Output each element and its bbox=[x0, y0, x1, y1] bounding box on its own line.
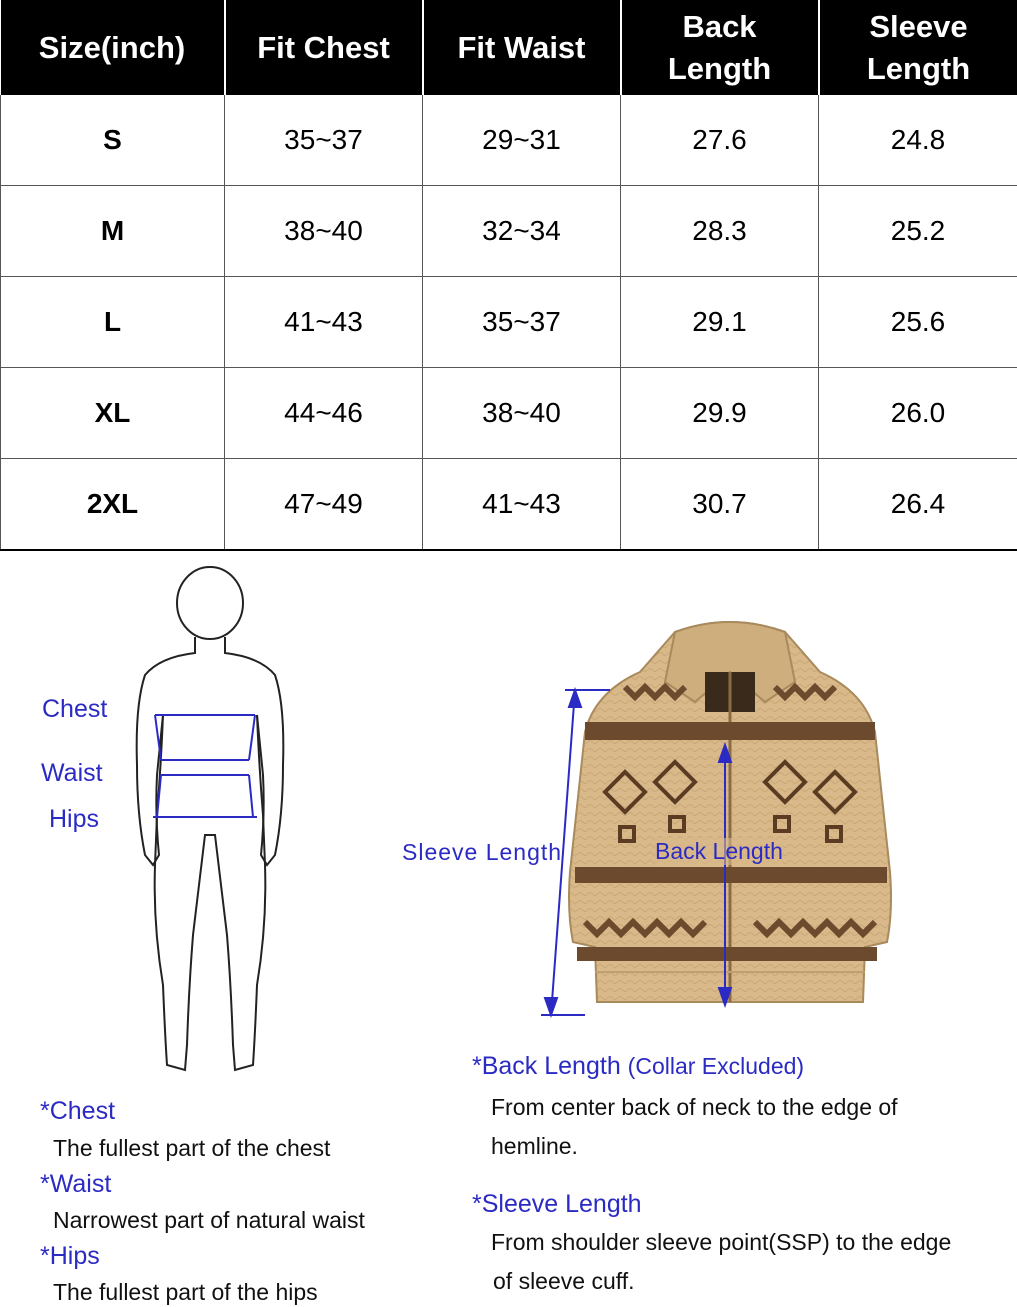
waist-cell: 41~43 bbox=[423, 459, 621, 551]
note-back-line1: From center back of neck to the edge of bbox=[491, 1094, 898, 1120]
header-fit-chest: Fit Chest bbox=[225, 0, 423, 95]
note-back-title: *Back Length (Collar Excluded) bbox=[472, 1052, 805, 1080]
chest-cell: 35~37 bbox=[225, 95, 423, 186]
note-sleeve-line1: From shoulder sleeve point(SSP) to the edge bbox=[491, 1229, 952, 1255]
waist-cell: 29~31 bbox=[423, 95, 621, 186]
size-chart-table bbox=[0, 0, 1017, 551]
hips-label: Hips bbox=[49, 805, 100, 833]
sleeve-length-cell: 26.0 bbox=[819, 368, 1017, 459]
note-sleeve-title: *Sleeve Length bbox=[472, 1190, 642, 1218]
waist-cell: 38~40 bbox=[423, 368, 621, 459]
waist-cell: 32~34 bbox=[423, 186, 621, 277]
note-chest-title: *Chest bbox=[40, 1097, 116, 1125]
table-header-row bbox=[1, 0, 1017, 95]
sleeve-length-cell: 25.6 bbox=[819, 277, 1017, 368]
note-sleeve-line2: of sleeve cuff. bbox=[493, 1268, 635, 1294]
chest-cell: 44~46 bbox=[225, 368, 423, 459]
chest-cell: 41~43 bbox=[225, 277, 423, 368]
note-hips-title: *Hips bbox=[40, 1242, 100, 1270]
chest-cell: 47~49 bbox=[225, 459, 423, 551]
sleeve-length-cell: 26.4 bbox=[819, 459, 1017, 551]
note-waist-title: *Waist bbox=[40, 1170, 112, 1198]
note-hips-text: The fullest part of the hips bbox=[53, 1279, 318, 1305]
waist-label: Waist bbox=[41, 759, 103, 787]
table-row bbox=[1, 368, 1017, 459]
table-row bbox=[1, 186, 1017, 277]
note-waist-text: Narrowest part of natural waist bbox=[53, 1207, 365, 1233]
header-fit-waist: Fit Waist bbox=[423, 0, 621, 95]
table-row bbox=[1, 277, 1017, 368]
body-outline-figure bbox=[115, 565, 315, 1085]
size-cell: XL bbox=[1, 368, 225, 459]
back-length-cell: 29.1 bbox=[621, 277, 819, 368]
note-chest-text: The fullest part of the chest bbox=[53, 1135, 331, 1161]
chest-cell: 38~40 bbox=[225, 186, 423, 277]
size-cell: 2XL bbox=[1, 459, 225, 551]
header-back-length: Back Length bbox=[621, 0, 819, 95]
header-size: Size(inch) bbox=[1, 0, 225, 95]
sleeve-length-cell: 24.8 bbox=[819, 95, 1017, 186]
back-length-cell: 28.3 bbox=[621, 186, 819, 277]
size-cell: S bbox=[1, 95, 225, 186]
note-back-suffix: (Collar Excluded) bbox=[627, 1053, 805, 1079]
back-length-label: Back Length bbox=[655, 838, 783, 864]
back-length-cell: 30.7 bbox=[621, 459, 819, 551]
size-cell: M bbox=[1, 186, 225, 277]
table-row bbox=[1, 459, 1017, 551]
sleeve-length-cell: 25.2 bbox=[819, 186, 1017, 277]
size-cell: L bbox=[1, 277, 225, 368]
chest-label: Chest bbox=[42, 695, 108, 723]
note-back-line2: hemline. bbox=[491, 1133, 578, 1159]
table-row bbox=[1, 95, 1017, 186]
back-length-cell: 27.6 bbox=[621, 95, 819, 186]
header-sleeve-length: Sleeve Length bbox=[819, 0, 1017, 95]
waist-cell: 35~37 bbox=[423, 277, 621, 368]
sleeve-length-label: Sleeve Length bbox=[402, 839, 563, 865]
back-length-cell: 29.9 bbox=[621, 368, 819, 459]
